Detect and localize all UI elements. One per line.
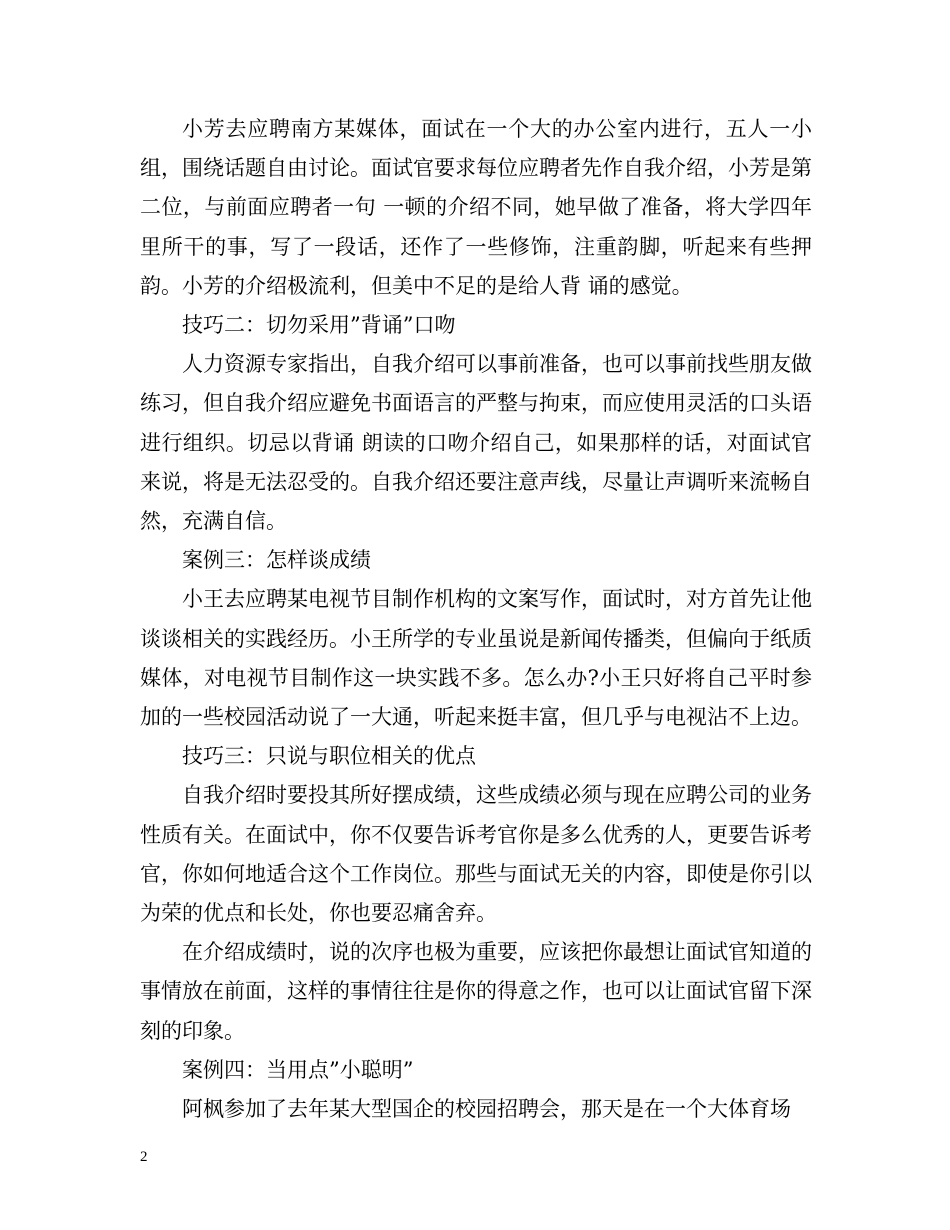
heading-case-3: 案例三：怎样谈成绩 — [182, 548, 371, 573]
heading-tip-2: 技巧二：切勿采用”背诵”口吻 — [182, 313, 456, 338]
body-text — [140, 110, 812, 1129]
heading-tip-3: 技巧三：只说与职位相关的优点 — [182, 744, 476, 769]
paragraph-tip-3: 自我介绍时要投其所好摆成绩，这些成绩必须与现在应聘公司的业务性质有关。在面试中，你不仅要告诉考官你是多么优秀的人，更要告诉考官，你如何地适合这个工作岗位。那些与面试无关的内容，即使是你引以为荣的优点和长处，你也要忍痛舍弃。 — [140, 783, 812, 926]
paragraph-tip-2: 人力资源专家指出，自我介绍可以事前准备，也可以事前找些朋友做练习，但自我介绍应避免书面语言的严整与拘束，而应使用灵活的口头语进行组织。切忌以背诵 朗读的口吻介绍自己，如果那样的话，对面试官来说，将是无法忍受的。自我介绍还要注意声线，尽量让声调听来流畅自然，充满自信。 — [140, 352, 812, 534]
paragraph-case-2-story: 小芳去应聘南方某媒体，面试在一个大的办公室内进行，五人一小组，围绕话题自由讨论。面试官要求每位应聘者先作自我介绍，小芳是第二位，与前面应聘者一句 一顿的介绍不同，她早做了准备，将大学四年里所干的事，写了一段话，还作了一些修饰，注重韵脚，听起来有些押韵。小芳的介绍极流利，但美中不足的是给人背 诵的感觉。 — [140, 117, 812, 298]
heading-case-4: 案例四：当用点”小聪明” — [182, 1057, 414, 1082]
paragraph-case-3-story: 小王去应聘某电视节目制作机构的文案写作，面试时，对方首先让他谈谈相关的实践经历。小王所学的专业虽说是新闻传播类，但偏向于纸质媒体，对电视节目制作这一块实践不多。怎么办?小王只好将自己平时参加的一些校园活动说了一大通，听起来挺丰富，但几乎与电视沾不上边。 — [140, 587, 812, 730]
paragraph-case-4-story: 阿枫参加了去年某大型国企的校园招聘会，那天是在一个大体育场 — [182, 1097, 791, 1122]
page-number: 2 — [140, 1149, 148, 1165]
paragraph-tip-3-order: 在介绍成绩时，说的次序也极为重要，应该把你最想让面试官知道的事情放在前面，这样的事情往往是你的得意之作，也可以让面试官留下深刻的印象。 — [140, 940, 812, 1043]
